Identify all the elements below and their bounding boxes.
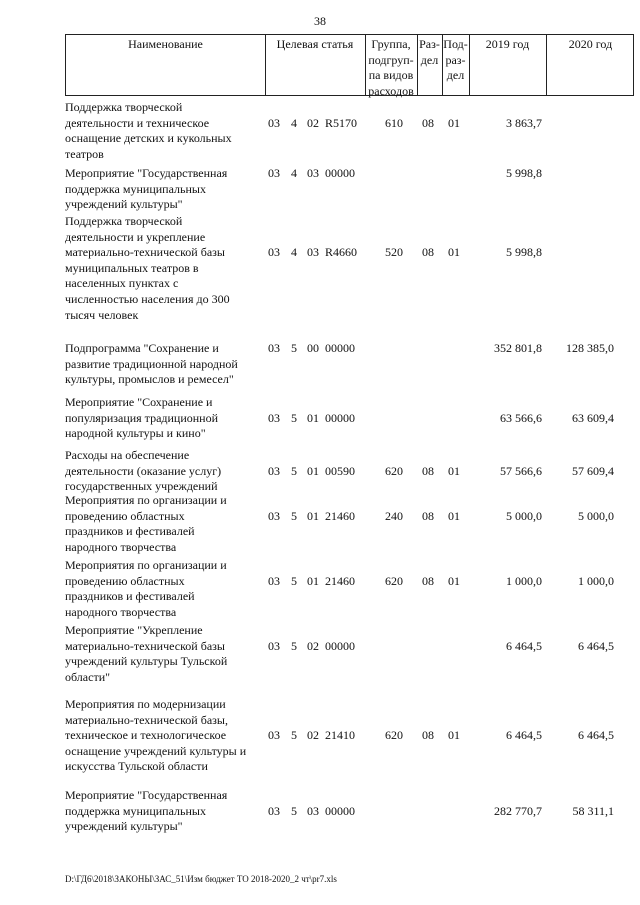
amount-2020: 5 000,0 (578, 508, 614, 523)
row-name-line: муниципальных театров в (65, 260, 199, 275)
row-name-line: материально-технической базы (65, 245, 225, 260)
code-direction: 00000 (325, 803, 355, 818)
header-group (365, 35, 417, 98)
row-name-line: развитие традиционной народной (65, 356, 238, 371)
code-subprogram: 4 (291, 245, 297, 260)
row-name (65, 623, 270, 685)
subsection-code: 01 (448, 463, 460, 478)
amount-2020: 63 609,4 (572, 410, 614, 425)
code-program: 03 (268, 463, 280, 478)
code-direction: 21460 (325, 508, 355, 523)
code-subprogram: 5 (291, 728, 297, 743)
row-name-line: народного творчества (65, 604, 177, 619)
amount-2020: 6 464,5 (578, 638, 614, 653)
row-name-line: популяризация традиционной (65, 410, 219, 425)
row-name-line: Поддержка творческой (65, 100, 183, 114)
expense-group: 620 (385, 573, 403, 588)
amount-2019: 6 464,5 (506, 728, 542, 743)
header-subsection-line: раз- (445, 52, 466, 67)
code-direction: R5170 (325, 115, 358, 130)
amount-2020: 57 609,4 (572, 463, 614, 478)
subsection-code: 01 (448, 245, 460, 260)
row-name-line: численностью населения до 300 (65, 291, 230, 306)
code-program: 03 (268, 573, 280, 588)
row-name (65, 100, 270, 162)
code-direction: R4660 (325, 245, 358, 260)
amount-2020: 128 385,0 (566, 341, 614, 355)
expense-group: 620 (385, 463, 403, 478)
expense-group: 240 (385, 508, 403, 523)
code-main-event: 02 (307, 115, 319, 130)
row-name (65, 493, 270, 555)
row-name-line: учреждений культуры" (65, 819, 183, 834)
amount-2019: 6 464,5 (506, 638, 542, 653)
row-name-line: Мероприятие "Укрепление (65, 623, 203, 637)
subsection-code: 01 (448, 573, 460, 588)
header-section (417, 35, 442, 95)
header-subsection-line: Под- (443, 37, 468, 51)
code-program: 03 (268, 508, 280, 523)
code-program: 03 (268, 341, 280, 355)
code-main-event: 01 (307, 573, 319, 588)
code-main-event: 02 (307, 728, 319, 743)
code-direction: 00590 (325, 463, 355, 478)
code-subprogram: 5 (291, 638, 297, 653)
row-name-line: деятельности (оказание услуг) (65, 463, 222, 478)
amount-2019: 63 566,6 (500, 410, 542, 425)
row-name-line: народного творчества (65, 539, 177, 554)
row-name-line: Мероприятия по организации и (65, 493, 227, 507)
amount-2020: 6 464,5 (578, 728, 614, 743)
subsection-code: 01 (448, 728, 460, 743)
amount-2019: 1 000,0 (506, 573, 542, 588)
expense-group: 520 (385, 245, 403, 260)
row-name-line: праздников и фестивалей (65, 589, 195, 604)
header-year-2020: 2020 год (568, 37, 613, 51)
header-subsection (442, 35, 469, 95)
row-name-line: проведению областных (65, 573, 185, 588)
row-name-line: искусства Тульской области (65, 759, 208, 774)
code-subprogram: 4 (291, 115, 297, 130)
code-subprogram: 5 (291, 508, 297, 523)
row-name-line: материально-технической базы (65, 638, 225, 653)
amount-2019: 5 998,8 (506, 245, 542, 260)
row-name-line: оснащение детских и кукольных (65, 131, 232, 146)
code-subprogram: 5 (291, 410, 297, 425)
row-name (65, 697, 270, 775)
row-name (65, 166, 270, 213)
row-name-line: Мероприятия по организации и (65, 558, 227, 572)
code-direction: 21460 (325, 573, 355, 588)
row-name (65, 341, 270, 388)
expense-group: 610 (385, 115, 403, 130)
code-subprogram: 5 (291, 341, 297, 355)
code-subprogram: 5 (291, 573, 297, 588)
row-name-line: учреждений культуры" (65, 197, 183, 212)
row-name-line: праздников и фестивалей (65, 524, 195, 539)
row-name-line: театров (65, 146, 104, 161)
header-section-line: дел (420, 52, 439, 67)
code-program: 03 (268, 245, 280, 260)
row-name-line: оснащение учреждений культуры и (65, 743, 247, 758)
header-subsection-line: дел (446, 68, 465, 83)
code-main-event: 00 (307, 341, 319, 355)
row-name-line: Мероприятие "Сохранение и (65, 395, 213, 409)
code-main-event: 03 (307, 166, 319, 180)
code-program: 03 (268, 115, 280, 130)
row-name (65, 558, 270, 620)
row-name-line: Мероприятие "Государственная (65, 166, 228, 180)
row-name-line: Подпрограмма "Сохранение и (65, 341, 219, 355)
code-program: 03 (268, 803, 280, 818)
section-code: 08 (422, 508, 434, 523)
footer-file-path: D:\ГД6\2018\ЗАКОНЫ\ЗАС_51\Изм бюджет ТО 2018-2020_2 чт\pr7.xls (65, 874, 337, 884)
amount-2019: 5 000,0 (506, 508, 542, 523)
code-program: 03 (268, 638, 280, 653)
code-subprogram: 5 (291, 463, 297, 478)
header-name: Наименование (128, 37, 203, 51)
header-group-line: Группа, (371, 37, 411, 51)
row-name (65, 395, 270, 442)
row-name-line: учреждений культуры Тульской (65, 654, 228, 669)
code-direction: 21410 (325, 728, 355, 743)
section-code: 08 (422, 573, 434, 588)
row-name-line: области" (65, 669, 111, 684)
subsection-code: 01 (448, 508, 460, 523)
page-number: 38 (314, 14, 326, 28)
code-main-event: 01 (307, 410, 319, 425)
code-main-event: 01 (307, 463, 319, 478)
code-main-event: 03 (307, 245, 319, 260)
amount-2019: 57 566,6 (500, 463, 542, 478)
amount-2019: 5 998,8 (506, 166, 542, 180)
amount-2019: 3 863,7 (506, 115, 542, 130)
code-direction: 00000 (325, 638, 355, 653)
row-name-line: культуры, промыслов и ремесел" (65, 372, 234, 387)
amount-2020: 1 000,0 (578, 573, 614, 588)
row-name-line: деятельности и техническое (65, 115, 210, 130)
row-name-line: материально-технической базы, (65, 712, 228, 727)
row-name-line: Поддержка творческой (65, 214, 183, 228)
row-name-line: Мероприятия по модернизации (65, 697, 226, 711)
row-name-line: народной культуры и кино" (65, 426, 206, 441)
header-group-line: расходов (368, 83, 414, 98)
header-section-line: Раз- (419, 37, 440, 51)
code-main-event: 02 (307, 638, 319, 653)
section-code: 08 (422, 245, 434, 260)
code-direction: 00000 (325, 166, 355, 180)
row-name-line: населенных пунктах с (65, 276, 179, 291)
section-code: 08 (422, 463, 434, 478)
code-main-event: 01 (307, 508, 319, 523)
code-subprogram: 4 (291, 166, 297, 180)
code-direction: 00000 (325, 341, 355, 355)
row-name (65, 214, 270, 323)
code-program: 03 (268, 410, 280, 425)
section-code: 08 (422, 728, 434, 743)
row-name (65, 788, 270, 835)
row-name-line: поддержка муниципальных (65, 803, 206, 818)
amount-2020: 58 311,1 (572, 803, 614, 818)
table-header (65, 34, 634, 96)
code-subprogram: 5 (291, 803, 297, 818)
row-name-line: поддержка муниципальных (65, 181, 206, 196)
amount-2019: 282 770,7 (494, 803, 542, 818)
code-program: 03 (268, 166, 280, 180)
header-group-line: па видов (368, 68, 414, 83)
code-direction: 00000 (325, 410, 355, 425)
subsection-code: 01 (448, 115, 460, 130)
row-name-line: Расходы на обеспечение (65, 448, 190, 462)
row-name-line: Мероприятие "Государственная (65, 788, 228, 802)
row-name-line: деятельности и укрепление (65, 229, 206, 244)
row-name (65, 448, 270, 495)
row-name-line: государственных учреждений (65, 479, 218, 494)
section-code: 08 (422, 115, 434, 130)
code-program: 03 (268, 728, 280, 743)
header-target-article: Целевая статья (276, 37, 354, 51)
row-name-line: техническое и технологическое (65, 728, 227, 743)
amount-2019: 352 801,8 (494, 341, 542, 355)
header-year-2019: 2019 год (485, 37, 530, 51)
row-name-line: проведению областных (65, 508, 185, 523)
header-group-line: подгруп- (368, 52, 414, 67)
expense-group: 620 (385, 728, 403, 743)
code-main-event: 03 (307, 803, 319, 818)
row-name-line: тысяч человек (65, 307, 139, 322)
